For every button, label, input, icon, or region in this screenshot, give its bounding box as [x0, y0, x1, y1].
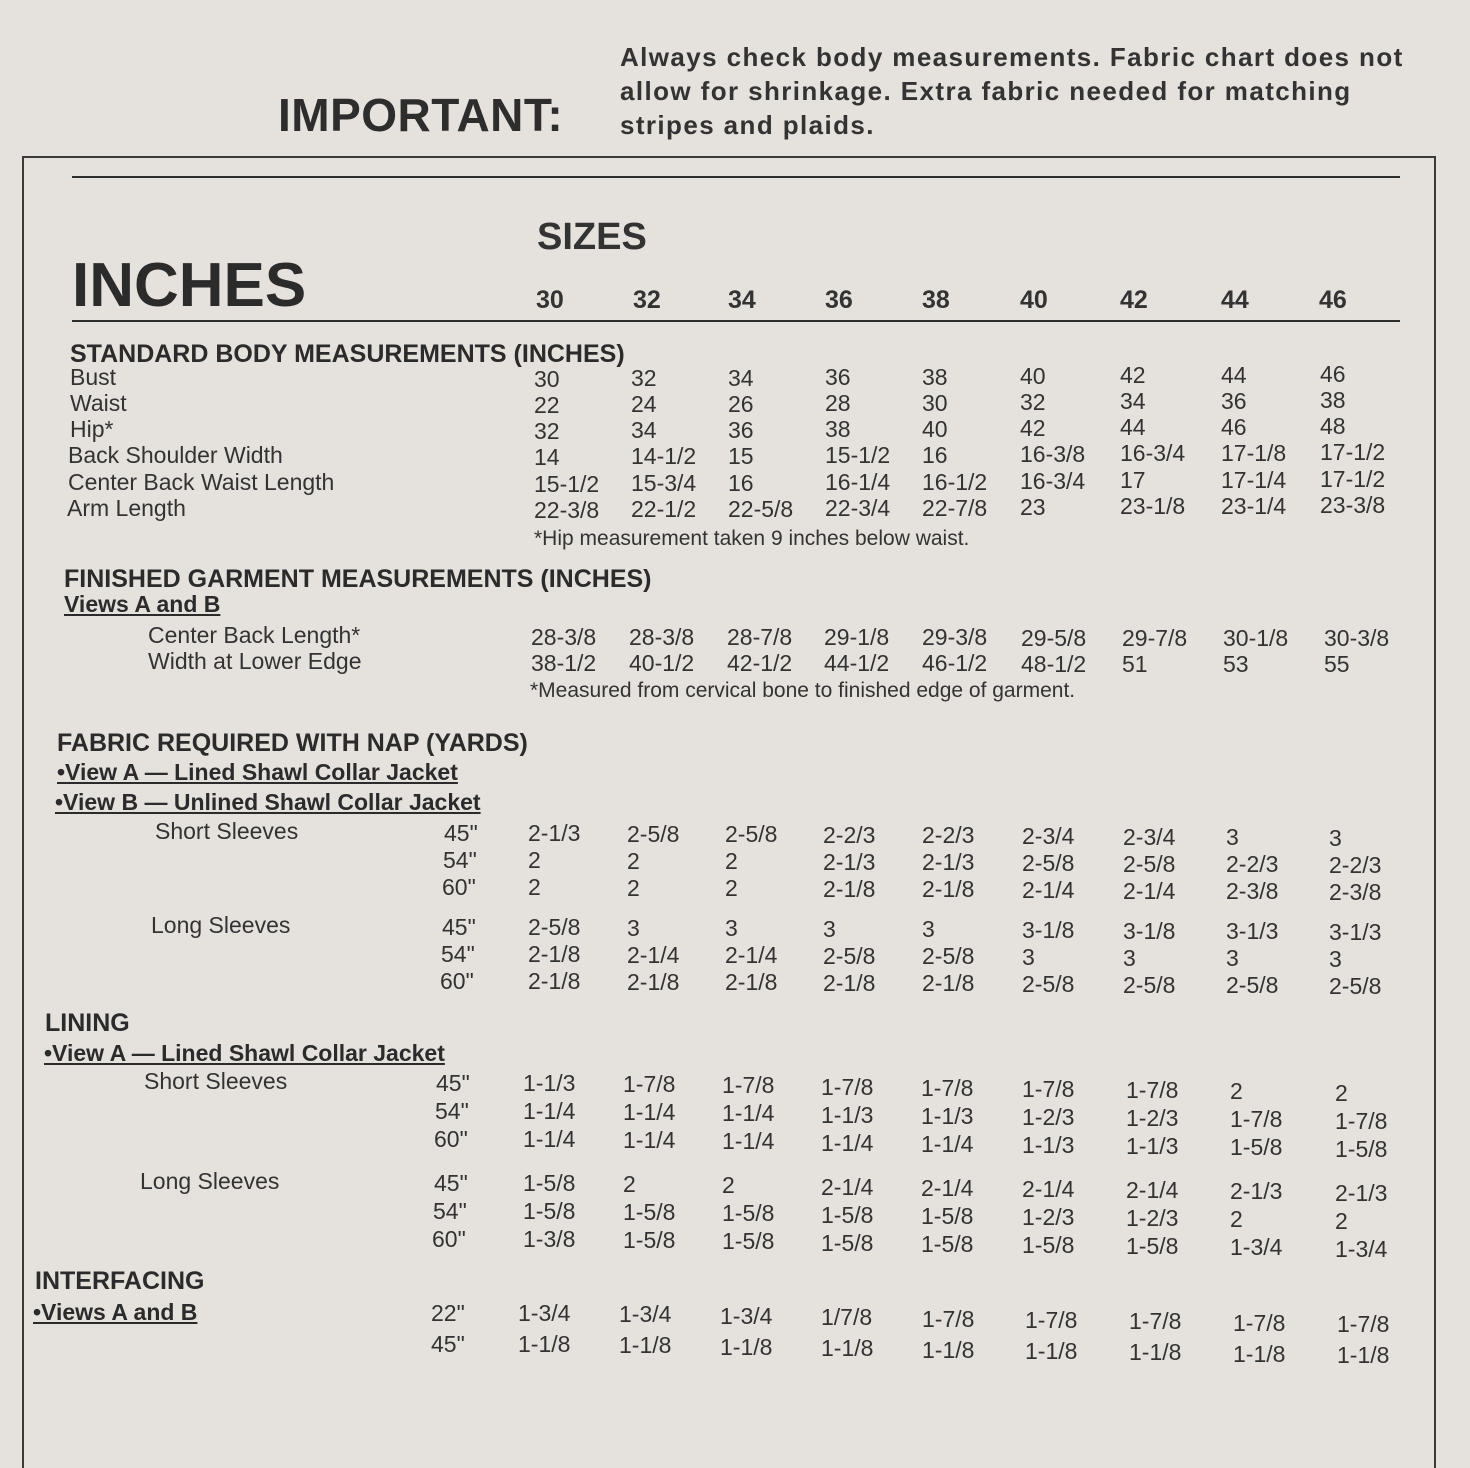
value-cell: 2-5/8 — [1022, 971, 1075, 997]
size-header: 38 — [922, 286, 950, 314]
value-cell: 1-3/4 — [1230, 1234, 1283, 1261]
value-cell: 14 — [534, 444, 560, 470]
value-cell: 15-1/2 — [825, 442, 891, 469]
value-cell: 1-1/4 — [623, 1099, 676, 1126]
value-cell: 30 — [534, 366, 560, 392]
fabric-width: 60" — [442, 874, 476, 900]
value-cell: 1-7/8 — [821, 1073, 874, 1100]
value-cell: 2-3/8 — [1329, 878, 1382, 905]
value-cell: 3 — [922, 916, 935, 943]
value-cell: 2 — [623, 1171, 636, 1198]
value-cell: 3 — [725, 915, 738, 942]
value-cell: 36 — [825, 364, 851, 391]
value-cell: 2 — [528, 874, 541, 900]
value-cell: 38 — [922, 363, 948, 390]
value-cell: 2-1/4 — [1022, 1176, 1075, 1202]
value-cell: 28-3/8 — [531, 624, 597, 650]
value-cell: 3-1/8 — [1123, 917, 1176, 944]
fabric-width: 60" — [432, 1226, 466, 1252]
value-cell: 29-1/8 — [824, 624, 890, 651]
value-cell: 2 — [1230, 1078, 1243, 1105]
value-cell: 42-1/2 — [727, 650, 793, 677]
value-cell: 22-3/4 — [825, 495, 891, 522]
fabric-width: 45" — [442, 914, 476, 940]
value-cell: 2-1/4 — [1022, 877, 1075, 903]
value-cell: 1-3/4 — [619, 1301, 672, 1328]
value-cell: 16-3/4 — [1120, 440, 1186, 467]
fabric-width: 54" — [441, 941, 475, 967]
row-label: Arm Length — [67, 495, 186, 521]
value-cell: 38 — [825, 416, 851, 443]
value-cell: 1-5/8 — [1230, 1134, 1283, 1161]
value-cell: 2-5/8 — [725, 821, 778, 848]
value-cell: 2 — [1335, 1207, 1348, 1234]
value-cell: 1-1/8 — [922, 1336, 975, 1363]
value-cell: 1-7/8 — [1025, 1307, 1078, 1333]
value-cell: 32 — [631, 365, 657, 392]
value-cell: 2 — [627, 847, 640, 874]
value-cell: 40 — [1020, 363, 1046, 389]
value-cell: 3 — [1226, 945, 1239, 972]
value-cell: 2-1/4 — [821, 1173, 874, 1200]
value-cell: 44 — [1221, 361, 1247, 388]
finished-view-heading: Views A and B — [64, 591, 221, 617]
value-cell: 1-7/8 — [1337, 1311, 1390, 1338]
size-header: 44 — [1221, 286, 1249, 314]
value-cell: 1-1/3 — [921, 1102, 974, 1129]
interfacing-view-heading: •Views A and B — [33, 1299, 198, 1325]
fabric-width: 60" — [440, 968, 474, 994]
value-cell: 26 — [728, 390, 754, 417]
value-cell: 1-5/8 — [722, 1200, 775, 1227]
value-cell: 2 — [725, 848, 738, 875]
value-cell: 1-5/8 — [1126, 1233, 1179, 1260]
group-label: Short Sleeves — [144, 1068, 288, 1094]
value-cell: 22-5/8 — [728, 495, 794, 522]
value-cell: 2-5/8 — [1329, 972, 1382, 999]
row-label: Width at Lower Edge — [148, 648, 362, 674]
value-cell: 32 — [1020, 389, 1046, 415]
lining-view-heading: •View A — Lined Shawl Collar Jacket — [44, 1040, 445, 1066]
value-cell: 2 — [1335, 1079, 1348, 1106]
value-cell: 1-1/8 — [821, 1335, 874, 1362]
value-cell: 46-1/2 — [922, 650, 988, 677]
value-cell: 1-1/4 — [821, 1129, 874, 1156]
value-cell: 34 — [1120, 388, 1146, 415]
value-cell: 46 — [1221, 413, 1247, 440]
value-cell: 2-5/8 — [627, 820, 680, 847]
value-cell: 1-3/4 — [720, 1302, 773, 1329]
fabric-width: 45" — [444, 820, 478, 846]
value-cell: 2-1/3 — [1230, 1178, 1283, 1205]
value-cell: 1-1/4 — [623, 1127, 676, 1154]
value-cell: 28-3/8 — [629, 624, 695, 651]
value-cell: 1-5/8 — [523, 1198, 576, 1224]
value-cell: 29-3/8 — [922, 624, 988, 651]
fabric-width: 45" — [434, 1170, 468, 1196]
value-cell: 1-5/8 — [821, 1201, 874, 1228]
value-cell: 16-1/2 — [922, 468, 988, 495]
value-cell: 22-3/8 — [534, 497, 600, 523]
standard-note: *Hip measurement taken 9 inches below waist. — [534, 527, 970, 550]
value-cell: 1-1/3 — [1022, 1132, 1075, 1158]
value-cell: 2-1/8 — [528, 941, 581, 967]
size-header: 34 — [728, 286, 756, 314]
value-cell: 3-1/8 — [1022, 917, 1075, 943]
value-cell: 2-5/8 — [1226, 972, 1279, 999]
value-cell: 1-1/4 — [921, 1130, 974, 1157]
value-cell: 1-1/8 — [518, 1331, 571, 1357]
value-cell: 1-5/8 — [1022, 1232, 1075, 1258]
value-cell: 1-2/3 — [1022, 1204, 1075, 1230]
size-header: 36 — [825, 286, 853, 314]
value-cell: 1-5/8 — [921, 1202, 974, 1229]
value-cell: 2 — [1230, 1206, 1243, 1233]
value-cell: 1-5/8 — [1335, 1135, 1388, 1162]
group-label: Long Sleeves — [151, 912, 291, 938]
value-cell: 1-1/4 — [722, 1100, 775, 1127]
value-cell: 14-1/2 — [631, 443, 697, 470]
value-cell: 1-7/8 — [1233, 1309, 1286, 1336]
value-cell: 48-1/2 — [1021, 650, 1087, 677]
value-cell: 34 — [728, 364, 754, 391]
value-cell: 1-7/8 — [1230, 1106, 1283, 1133]
value-cell: 2-5/8 — [1123, 850, 1176, 877]
value-cell: 1-1/3 — [523, 1070, 576, 1096]
value-cell: 2 — [725, 875, 738, 902]
row-label: Hip* — [70, 416, 114, 442]
value-cell: 24 — [631, 391, 657, 418]
fabric-view-a-heading: •View A — Lined Shawl Collar Jacket — [57, 759, 458, 785]
fabric-width: 45" — [436, 1070, 470, 1096]
value-cell: 32 — [534, 418, 560, 444]
fabric-width: 45" — [431, 1331, 465, 1357]
fabric-width: 54" — [443, 847, 477, 873]
value-cell: 3 — [1022, 944, 1035, 970]
value-cell: 17-1/2 — [1320, 439, 1386, 466]
fabric-width: 54" — [433, 1198, 467, 1224]
value-cell: 1-1/4 — [722, 1128, 775, 1155]
value-cell: 38 — [1320, 387, 1346, 414]
value-cell: 1-7/8 — [921, 1074, 974, 1101]
value-cell: 2-1/8 — [922, 970, 975, 997]
value-cell: 2-1/3 — [528, 820, 581, 846]
value-cell: 1-1/8 — [1337, 1342, 1390, 1369]
value-cell: 2-1/8 — [627, 968, 680, 995]
value-cell: 2-2/3 — [823, 821, 876, 848]
standard-section-title: STANDARD BODY MEASUREMENTS (INCHES) — [70, 340, 625, 368]
value-cell: 2-5/8 — [1123, 971, 1176, 998]
value-cell: 1-7/8 — [1022, 1076, 1075, 1102]
value-cell: 2-5/8 — [922, 943, 975, 970]
value-cell: 44 — [1120, 414, 1146, 441]
value-cell: 15-1/2 — [534, 471, 600, 497]
value-cell: 2-3/4 — [1123, 823, 1176, 850]
value-cell: 2-1/3 — [823, 848, 876, 875]
value-cell: 1-1/8 — [720, 1333, 773, 1360]
value-cell: 1-1/3 — [821, 1101, 874, 1128]
value-cell: 23 — [1020, 494, 1046, 520]
value-cell: 40 — [922, 415, 948, 442]
value-cell: 2-1/8 — [823, 969, 876, 996]
value-cell: 22 — [534, 392, 560, 418]
value-cell: 1-3/4 — [1335, 1235, 1388, 1262]
value-cell: 1-2/3 — [1126, 1205, 1179, 1232]
value-cell: 42 — [1020, 415, 1046, 441]
value-cell: 15 — [728, 442, 754, 469]
value-cell: 23-1/8 — [1120, 493, 1186, 520]
value-cell: 23-1/4 — [1221, 492, 1287, 519]
value-cell: 1-5/8 — [722, 1228, 775, 1255]
value-cell: 2-5/8 — [1022, 850, 1075, 876]
value-cell: 15-3/4 — [631, 470, 697, 497]
value-cell: 1/7/8 — [821, 1304, 873, 1331]
value-cell: 1-5/8 — [523, 1170, 576, 1196]
value-cell: 2-1/8 — [528, 968, 581, 994]
value-cell: 1-5/8 — [623, 1199, 676, 1226]
value-cell: 3-1/3 — [1329, 918, 1382, 945]
value-cell: 1-1/8 — [1129, 1339, 1182, 1366]
value-cell: 1-3/8 — [523, 1226, 576, 1252]
value-cell: 2-3/4 — [1022, 823, 1075, 849]
value-cell: 2-1/8 — [823, 875, 876, 902]
important-text: Always check body measurements. Fabric chart does not allow for shrinkage. Extra fabric needed for matching stripes and plaids. — [620, 42, 1404, 140]
fabric-width: 54" — [435, 1098, 469, 1124]
value-cell: 3 — [1329, 824, 1342, 851]
value-cell: 30 — [922, 389, 948, 416]
value-cell: 1-1/8 — [1233, 1340, 1286, 1367]
size-header: 46 — [1319, 286, 1347, 314]
value-cell: 3-1/3 — [1226, 918, 1279, 945]
value-cell: 2 — [528, 847, 541, 873]
value-cell: 48 — [1320, 413, 1346, 440]
value-cell: 2-1/4 — [1126, 1177, 1179, 1204]
value-cell: 1-7/8 — [1126, 1077, 1179, 1104]
interfacing-section-title: INTERFACING — [35, 1267, 205, 1295]
value-cell: 1-1/3 — [1126, 1133, 1179, 1160]
row-label: Waist — [70, 390, 127, 416]
value-cell: 16 — [728, 469, 754, 496]
row-label: Back Shoulder Width — [68, 442, 283, 468]
value-cell: 2-1/4 — [1123, 877, 1176, 904]
value-cell: 42 — [1120, 362, 1146, 389]
value-cell: 36 — [728, 416, 754, 443]
value-cell: 30-3/8 — [1324, 624, 1390, 651]
value-cell: 2-5/8 — [823, 942, 876, 969]
value-cell: 22-7/8 — [922, 494, 988, 521]
value-cell: 2-2/3 — [922, 822, 975, 849]
value-cell: 29-7/8 — [1122, 624, 1188, 651]
value-cell: 3 — [1226, 824, 1239, 851]
size-header: 30 — [536, 286, 564, 314]
value-cell: 36 — [1221, 387, 1247, 414]
value-cell: 30-1/8 — [1223, 624, 1289, 651]
fabric-width: 22" — [431, 1300, 465, 1326]
value-cell: 44-1/2 — [824, 650, 890, 677]
top-rule — [72, 176, 1400, 178]
value-cell: 2-1/4 — [627, 941, 680, 968]
value-cell: 2-1/3 — [922, 849, 975, 876]
value-cell: 1-1/4 — [523, 1126, 576, 1152]
value-cell: 17-1/8 — [1221, 439, 1287, 466]
value-cell: 1-7/8 — [1335, 1107, 1388, 1134]
sizes-title: SIZES — [537, 216, 647, 258]
value-cell: 53 — [1223, 650, 1249, 677]
value-cell: 2-3/8 — [1226, 878, 1279, 905]
fabric-width: 60" — [434, 1126, 468, 1152]
value-cell: 3 — [1123, 944, 1136, 971]
value-cell: 2-1/4 — [921, 1174, 974, 1201]
row-label: Center Back Length* — [148, 622, 361, 648]
value-cell: 16-3/4 — [1020, 468, 1086, 494]
size-header: 32 — [633, 286, 661, 314]
value-cell: 2-2/3 — [1329, 851, 1382, 878]
value-cell: 1-5/8 — [921, 1230, 974, 1257]
value-cell: 17 — [1120, 467, 1146, 494]
value-cell: 46 — [1320, 361, 1346, 388]
value-cell: 1-7/8 — [722, 1072, 775, 1099]
value-cell: 1-5/8 — [821, 1229, 874, 1256]
value-cell: 1-3/4 — [518, 1300, 571, 1326]
page-title: INCHES — [72, 251, 307, 320]
size-header: 42 — [1120, 286, 1148, 314]
value-cell: 2-1/8 — [922, 876, 975, 903]
finished-section-title: FINISHED GARMENT MEASUREMENTS (INCHES) — [64, 565, 652, 593]
value-cell: 28-7/8 — [727, 624, 793, 651]
value-cell: 3 — [627, 914, 640, 941]
value-cell: 22-1/2 — [631, 496, 697, 523]
value-cell: 1-5/8 — [623, 1227, 676, 1254]
value-cell: 3 — [1329, 945, 1342, 972]
value-cell: 16-1/4 — [825, 469, 891, 496]
value-cell: 34 — [631, 417, 657, 444]
value-cell: 28 — [825, 390, 851, 417]
value-cell: 1-2/3 — [1022, 1104, 1075, 1130]
value-cell: 38-1/2 — [531, 650, 597, 676]
value-cell: 2-2/3 — [1226, 851, 1279, 878]
value-cell: 16-3/8 — [1020, 441, 1086, 467]
value-cell: 1-7/8 — [922, 1305, 975, 1332]
value-cell: 16 — [922, 441, 948, 468]
value-cell: 55 — [1324, 650, 1350, 677]
row-label: Bust — [70, 364, 117, 390]
value-cell: 2 — [627, 874, 640, 901]
value-cell: 1-1/4 — [523, 1098, 576, 1124]
value-cell: 40-1/2 — [629, 650, 695, 677]
value-cell: 29-5/8 — [1021, 624, 1087, 651]
value-cell: 2-5/8 — [528, 914, 581, 940]
size-header: 40 — [1020, 286, 1048, 314]
value-cell: 17-1/2 — [1320, 466, 1386, 493]
finished-note: *Measured from cervical bone to finished edge of garment. — [530, 679, 1076, 702]
value-cell: 2-1/3 — [1335, 1179, 1388, 1206]
group-label: Long Sleeves — [140, 1168, 280, 1194]
value-cell: 1-7/8 — [623, 1071, 676, 1098]
value-cell: 1-2/3 — [1126, 1105, 1179, 1132]
value-cell: 2-1/4 — [725, 942, 778, 969]
value-cell: 1-1/8 — [619, 1332, 672, 1359]
value-cell: 23-3/8 — [1320, 492, 1386, 519]
value-cell: 17-1/4 — [1221, 466, 1287, 493]
value-cell: 2-1/8 — [725, 969, 778, 996]
value-cell: 3 — [823, 915, 836, 942]
important-label: IMPORTANT: — [278, 89, 564, 141]
lining-section-title: LINING — [45, 1009, 130, 1037]
row-label: Center Back Waist Length — [68, 469, 335, 495]
fabric-section-title: FABRIC REQUIRED WITH NAP (YARDS) — [57, 729, 528, 757]
value-cell: 51 — [1122, 650, 1148, 677]
group-label: Short Sleeves — [155, 818, 299, 844]
value-cell: 1-7/8 — [1129, 1308, 1182, 1335]
value-cell: 1-1/8 — [1025, 1338, 1078, 1364]
value-cell: 2 — [722, 1172, 735, 1199]
fabric-view-b-heading: •View B — Unlined Shawl Collar Jacket — [55, 789, 481, 815]
